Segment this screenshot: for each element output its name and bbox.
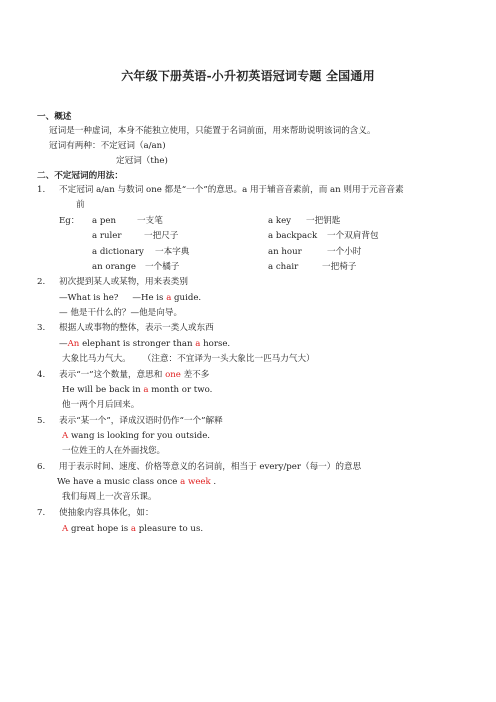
example-zh: 一把钥匙	[306, 216, 341, 226]
item2-example-en: —What is he? —He is a guide.	[59, 293, 202, 303]
item3-note: （注意：不宜译为一头大象比一匹马力气大）	[142, 354, 315, 364]
item1-continuation: 前	[76, 200, 85, 210]
item2-example-zh: — 他是干什么的？—他是向导。	[59, 308, 183, 318]
item6-example-zh: 我们每周上一次音乐课。	[62, 492, 157, 502]
highlight-article: a	[130, 524, 136, 534]
item-number: 6.	[37, 462, 46, 472]
item6-example-en: We have a music class once a week .	[57, 477, 217, 487]
item4-text: 表示“一”这个数量，意思和 one 差不多	[59, 370, 210, 380]
section-heading-overview: 一、概述	[37, 112, 72, 122]
item-number: 3.	[37, 323, 46, 333]
item4-example-en: He will be back in a month or two.	[62, 385, 213, 395]
item3-example-en: —An elephant is stronger than a horse.	[59, 339, 231, 349]
item6-text: 用于表示时间、速度、价格等意义的名词前，相当于 every/per（每一）的意思	[59, 462, 362, 472]
item5-example-en: A wang is looking for you outside.	[62, 431, 211, 441]
example-zh: 一本字典	[155, 247, 190, 257]
item-number: 1.	[37, 185, 46, 195]
item7-example-en: A great hope is a pleasure to us.	[62, 524, 204, 534]
example-en: a backpack	[268, 231, 318, 241]
highlight-article: a	[195, 339, 201, 349]
section-heading-indefinite: 二、不定冠词的用法：	[37, 171, 123, 181]
example-en: a chair	[268, 262, 299, 272]
item4-example-zh: 他一两个月后回来。	[62, 400, 140, 410]
highlight-phrase: a week	[180, 477, 211, 487]
item5-example-zh: 一位姓王的人在外面找您。	[62, 446, 166, 456]
item-number: 2.	[37, 277, 46, 287]
highlight-article: a	[143, 385, 149, 395]
item7-text: 使抽象内容具体化，如：	[59, 508, 154, 518]
document-title: 六年级下册英语-小升初英语冠词专题 全国通用	[121, 69, 375, 83]
item-number: 7.	[37, 508, 46, 518]
overview-line-1: 冠词是一种虚词，本身不能独立使用，只能置于名词前面，用来帮助说明该词的含义。	[49, 126, 376, 136]
item1-text: 不定冠词 a/an 与数词 one 都是“一个”的意思。a 用于辅音音素前，而 an 则用于元音音素	[59, 185, 404, 195]
example-zh: 一把尺子	[144, 231, 179, 241]
overview-line-2: 冠词有两种：不定冠词（a/an)	[49, 141, 166, 151]
example-en: a key	[268, 216, 292, 226]
item3-text: 根据人或事物的整体，表示一类人或东西	[59, 323, 214, 333]
highlight-article: a	[166, 293, 172, 303]
item5-text: 表示“某一个”，译成汉语时仍作“一个”解释	[59, 416, 223, 426]
example-en: a pen	[92, 216, 116, 226]
example-zh: 一支笔	[137, 216, 163, 226]
example-zh: 一个橘子	[145, 262, 180, 272]
example-en: a dictionary	[92, 247, 144, 257]
highlight-article: A	[62, 431, 69, 441]
overview-line-3: 定冠词（the)	[116, 156, 168, 166]
item-number: 4.	[37, 370, 46, 380]
highlight-word: one	[165, 370, 181, 380]
example-zh: 一个双肩背包	[327, 231, 379, 241]
item3-example-zh: 大象比马力气大。 （注意：不宜译为一头大象比一匹马力气大）	[62, 354, 315, 364]
item2-text: 初次提到某人或某物，用来表类别	[59, 277, 188, 287]
example-en: a ruler	[92, 231, 122, 241]
eg-label: Eg：	[59, 216, 80, 226]
example-zh: 一把椅子	[322, 262, 357, 272]
example-en: an orange	[92, 262, 136, 272]
item-number: 5.	[37, 416, 46, 426]
highlight-article: A	[62, 524, 69, 534]
example-zh: 一个小时	[327, 247, 362, 257]
example-en: an hour	[268, 247, 302, 257]
highlight-article: An	[67, 339, 80, 349]
